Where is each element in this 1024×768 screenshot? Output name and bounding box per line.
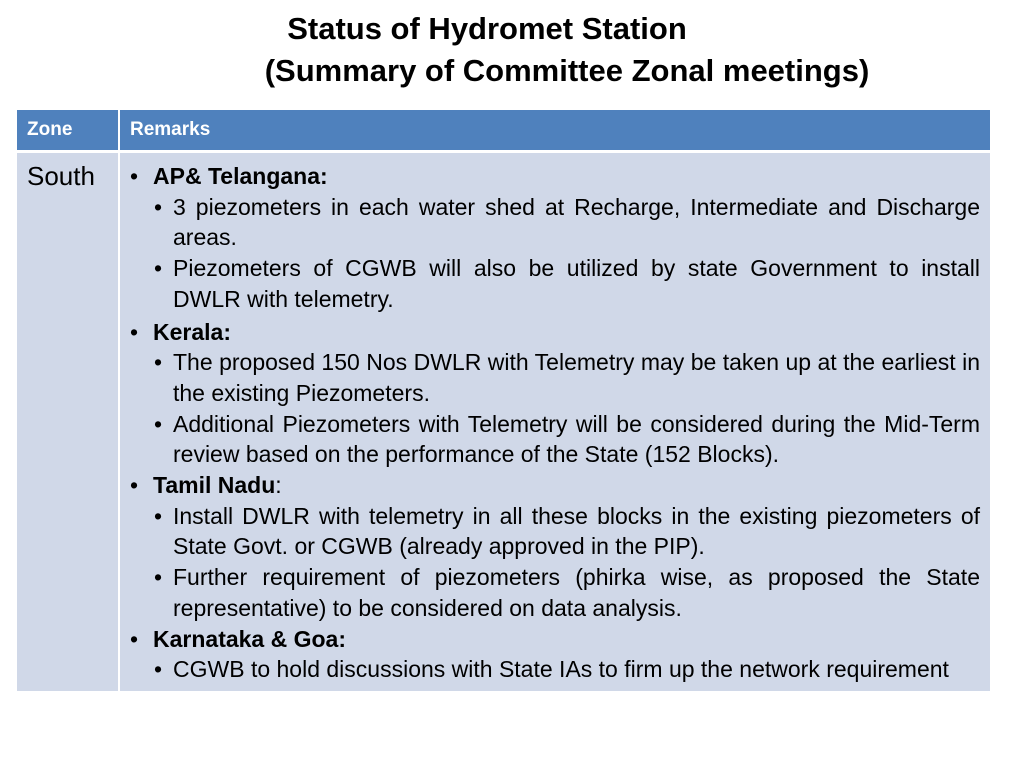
section-heading: Kerala: [153, 318, 231, 345]
bullet-icon: • [154, 502, 163, 529]
bullet-icon: • [130, 472, 139, 499]
item-text: The proposed 150 Nos DWLR with Telemetry may be taken up at the earliest in the existing Piezometers. [173, 349, 980, 406]
list-item [130, 253, 980, 314]
list-item [130, 562, 980, 623]
section-heading: AP& Telangana: [153, 163, 328, 189]
item-text: Install DWLR with telemetry in all these blocks in the existing piezometers of State Govt. or CGWB (already approved in the PIP). [173, 502, 980, 560]
bullet-icon: • [154, 255, 163, 282]
bullet-icon: • [154, 410, 163, 437]
section-heading: Tamil Nadu [153, 472, 276, 499]
remarks-column-header: Remarks [119, 110, 990, 152]
page-title [0, 8, 1024, 92]
list-item [130, 654, 980, 685]
bullet-icon: • [154, 193, 163, 220]
list-item [130, 409, 980, 470]
remarks-cell [119, 152, 990, 691]
bullet-icon: • [154, 564, 163, 591]
zone-column-header: Zone [17, 110, 119, 152]
section-heading-suffix: : [275, 472, 282, 499]
section-ap-telangana [130, 161, 980, 192]
bullet-icon: • [154, 349, 163, 376]
zone-cell: South [17, 152, 119, 691]
item-text: 3 piezometers in each water shed at Recharge, Intermediate and Discharge areas. [173, 193, 980, 251]
item-text: Additional Piezometers with Telemetry will be considered during the Mid-Term review based on the performance of the State (152 Blocks). [173, 410, 980, 468]
list-item [130, 192, 980, 253]
item-text: CGWB to hold discussions with State IAs to firm up the network requirement [173, 656, 949, 683]
bullet-icon: • [130, 625, 139, 652]
section-karnataka-goa [130, 624, 980, 655]
item-text: Further requirement of piezometers (phirka wise, as proposed the State representative) to be considered on data analysis. [173, 564, 980, 621]
item-text: Piezometers of CGWB will also be utilized by state Government to install DWLR with telemetry. [173, 255, 980, 312]
bullet-icon: • [130, 163, 139, 189]
title-line-2: (Summary of Committee Zonal meetings) [264, 53, 870, 88]
list-item [130, 347, 980, 408]
bullet-icon: • [154, 656, 163, 683]
section-tamil-nadu [130, 470, 980, 501]
table-header-row [17, 110, 990, 152]
title-line-1: Status of Hydromet Station [287, 11, 687, 46]
table-row [17, 152, 990, 691]
section-heading: Karnataka & Goa: [153, 625, 347, 652]
bullet-icon: • [130, 318, 139, 345]
list-item [130, 501, 980, 562]
section-kerala [130, 317, 980, 348]
status-table [17, 110, 990, 691]
